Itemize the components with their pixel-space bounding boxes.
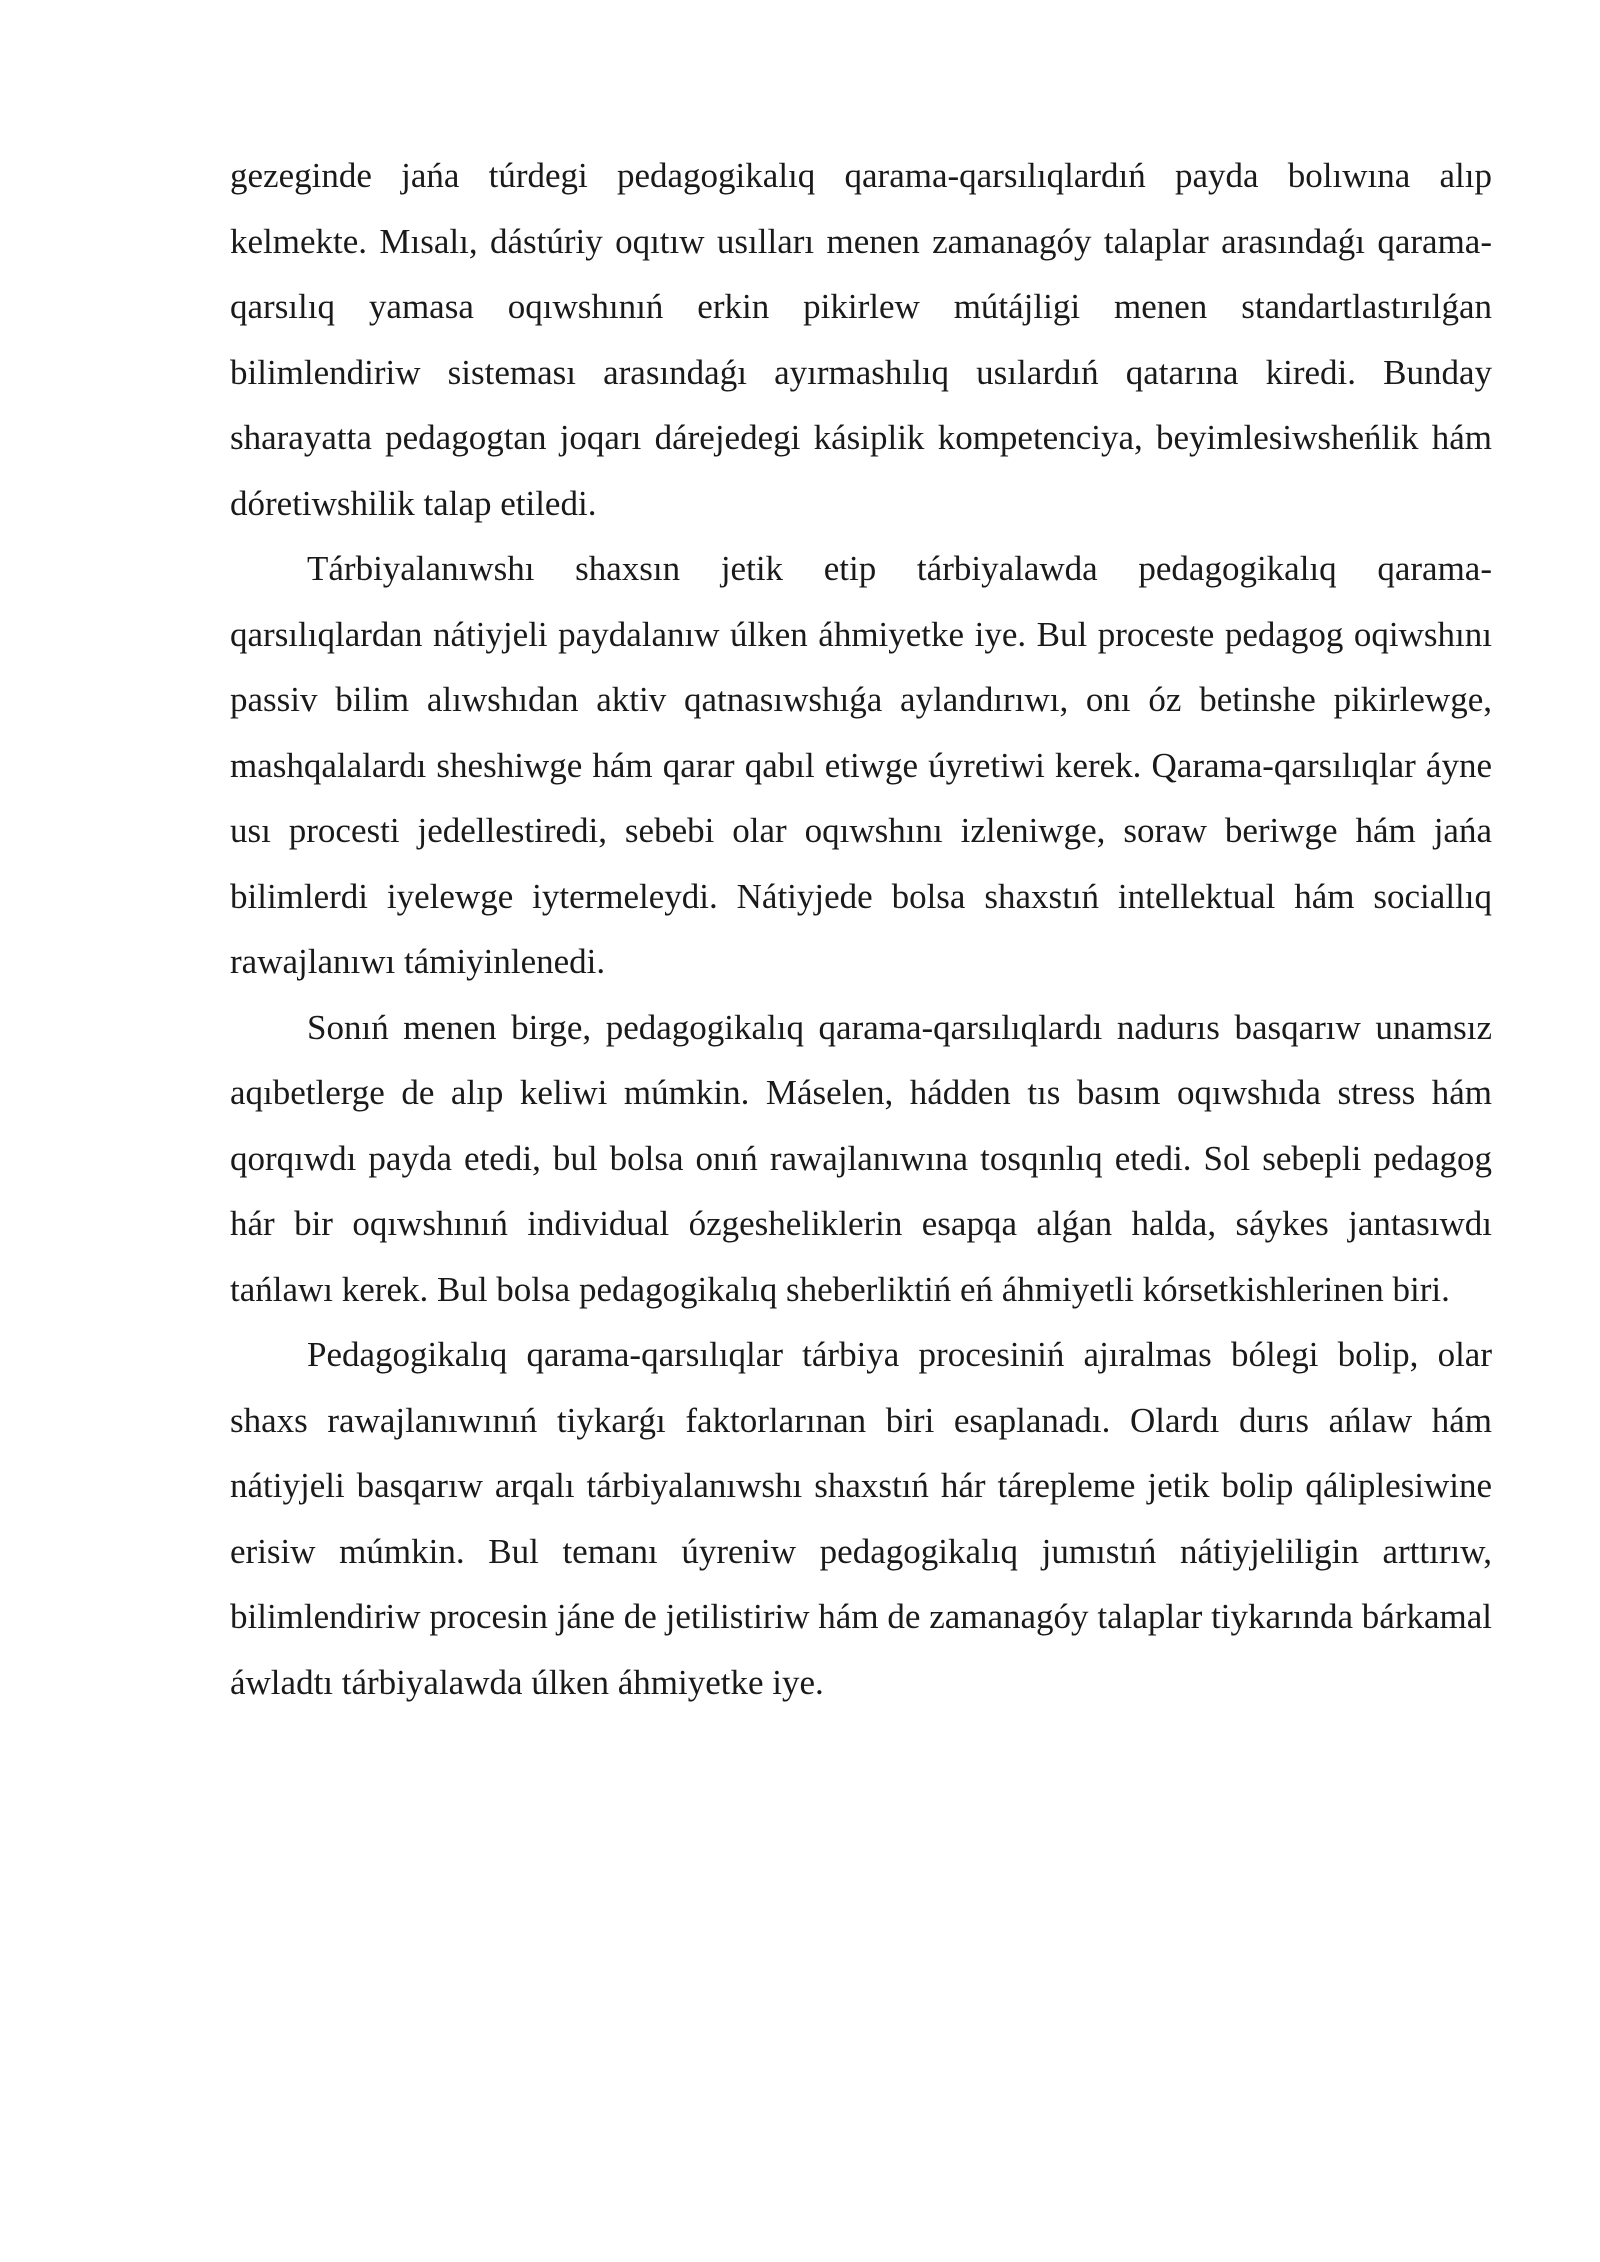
paragraph-conclusion: Pedagogikalıq qarama-qarsılıqlar tárbiya procesiniń ajıralmas bólegi bolip, olar shaxs rawajlanıwınıń tiykarǵı faktorlarınan biri esaplanadı. Olardı durıs ańlaw hám nátiyjeli basqarıw arqalı tárbiyalanıwshı shaxstıń hár tárepleme jetik bolip qáliplesiwine erisiw múmkin. Bul temanı úyreniw pedagogikalıq jumıstıń nátiyjeliligin arttırıw, bilimlendiriw procesin jáne de jetilistiriw hám de zamanagóy talaplar tiykarında bárkamal áwladtı tárbiyalawda úlken áhmiyetke iye. <box>230 1335 1492 1702</box>
paragraph-continuation: gezeginde jańa túrdegi pedagogikalıq qarama-qarsılıqlardıń payda bolıwına alıp kelmekte. Mısalı, dástúriy oqıtıw usılları menen zamanagóy talaplar arasındaǵı qarama-qarsılıq yamasa oqıwshınıń erkin pikirlew mútájligi menen standartlastırılǵan bilimlendiriw sisteması arasındaǵı ayırmashılıq usılardıń qatarına kiredi. Bunday sharayatta pedagogtan joqarı dárejedegi kásiplik kompetenciya, beyimlesiwsheńlik hám dóretiwshilik talap etiledi. <box>230 156 1492 523</box>
paragraph-pedagogical-contradictions-use: Tárbiyalanıwshı shaxsın jetik etip tárbiyalawda pedagogikalıq qarama-qarsılıqlardan nátiyjeli paydalanıw úlken áhmiyetke iye. Bul proceste pedagog oqiwshını passiv bilim alıwshıdan aktiv qatnasıwshıǵa aylandırıwı, onı óz betinshe pikirlewge, mashqalalardı sheshiwge hám qarar qabıl etiwge úyretiwi kerek. Qarama-qarsılıqlar áyne usı procesti jedellestiredi, sebebi olar oqıwshını izleniwge, soraw beriwge hám jańa bilimlerdi iyelewge iytermeleydi. Nátiyjede bolsa shaxstıń intellektual hám sociallıq rawajlanıwı támiyinlenedi. <box>230 549 1492 981</box>
document-body <box>230 143 1492 1715</box>
paragraph-improper-management: Sonıń menen birge, pedagogikalıq qarama-qarsılıqlardı nadurıs basqarıw unamsız aqıbetlerge de alıp keliwi múmkin. Máselen, hádden tıs basım oqıwshıda stress hám qorqıwdı payda etedi, bul bolsa onıń rawajlanıwına tosqınlıq etedi. Sol sebepli pedagog hár bir oqıwshınıń individual ózgesheliklerin esapqa alǵan halda, sáykes jantasıwdı tańlawı kerek. Bul bolsa pedagogikalıq sheberliktiń eń áhmiyetli kórsetkishlerinen biri. <box>230 1007 1492 1309</box>
